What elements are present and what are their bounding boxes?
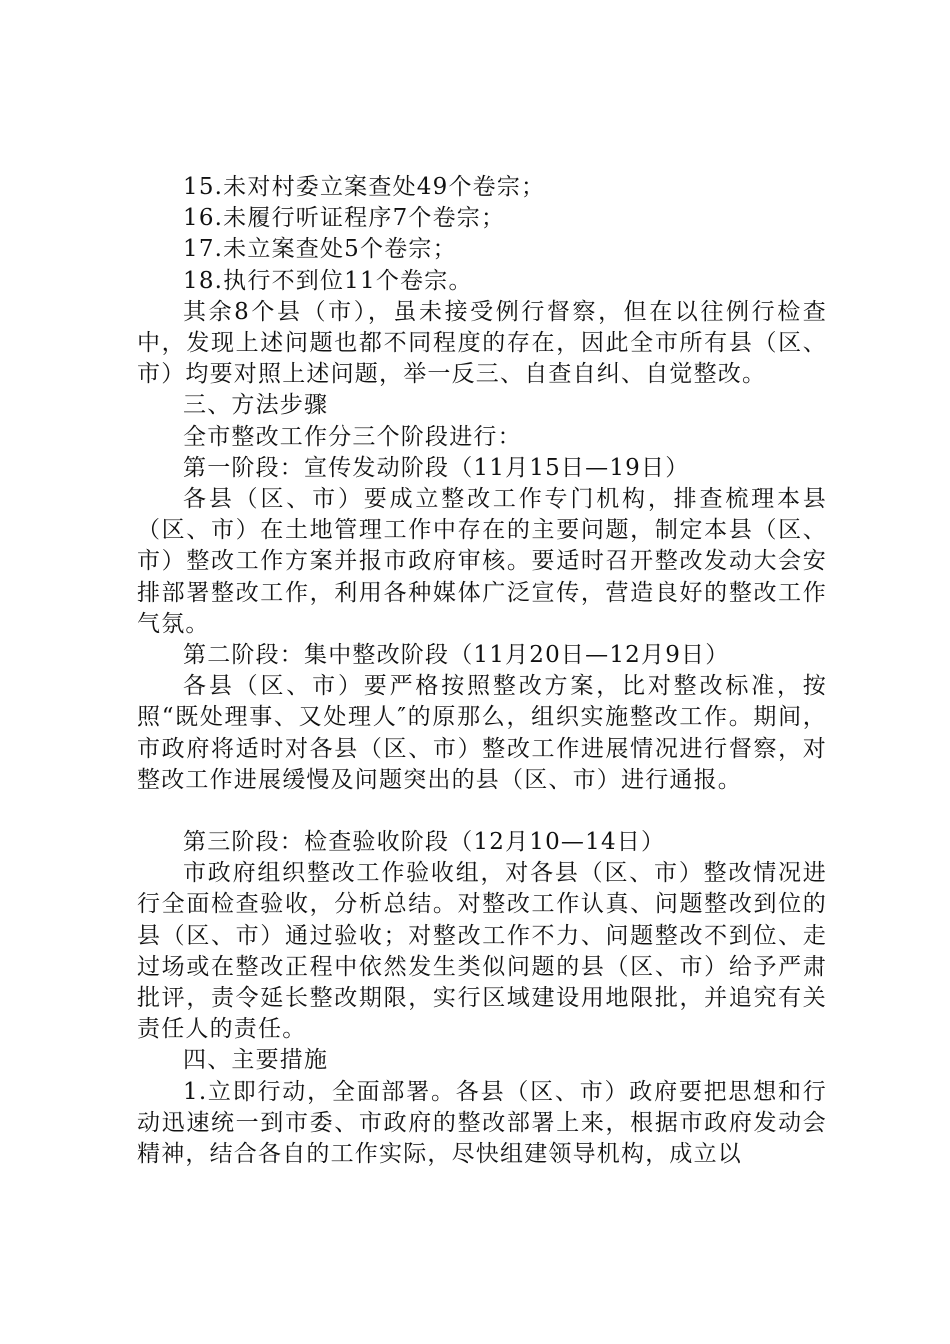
paragraph-remaining-counties: 其余8个县（市），虽未接受例行督察，但在以往例行检查中，发现上述问题也都不同程度的存在，因此全市所有县（区、市）均要对照上述问题，举一反三、自查自纠、自觉整改。 — [137, 298, 827, 388]
list-item-16: 16.未履行听证程序7个卷宗； — [183, 205, 506, 232]
stage-heading-first: 第一阶段：宣传发动阶段（11月15日—19日） — [183, 454, 690, 481]
list-item-15: 15.未对村委立案查处49个卷宗； — [183, 174, 546, 200]
stage-heading-second: 第二阶段：集中整改阶段（11月20日—12月9日） — [183, 642, 730, 669]
paragraph-three-stages: 全市整改工作分三个阶段进行： — [183, 423, 522, 450]
list-item-17: 17.未立案查处5个卷宗； — [183, 236, 457, 263]
paragraph-third-stage: 市政府组织整改工作验收组，对各县（区、市）整改情况进行全面检查验收，分析总结。对整改工作认真、问题整改到位的县（区、市）通过验收；对整改工作不力、问题整改不到位、走过场或在整改正程中依然发生类似问题的县（区、市）给予严肃批评，责令延长整改期限，实行区域建设用地限批，并追究有关责任人的责任。 — [137, 860, 827, 1043]
section-heading-methods: 三、方法步骤 — [183, 392, 329, 419]
paragraph-gap — [137, 796, 827, 827]
stage-heading-third: 第三阶段：检查验收阶段（12月10—14日） — [183, 829, 666, 856]
list-item-18: 18.执行不到位11个卷宗。 — [183, 267, 473, 294]
paragraph-measure-1: 1.立即行动，全面部署。各县（区、市）政府要把思想和行动迅速统一到市委、市政府的整改部署上来，根据市政府发动会精神，结合各自的工作实际，尽快组建领导机构，成立以 — [137, 1078, 827, 1168]
section-heading-measures: 四、主要措施 — [183, 1047, 329, 1074]
paragraph-first-stage: 各县（区、市）要成立整改工作专门机构，排查梳理本县（区、市）在土地管理工作中存在的主要问题，制定本县（区、市）整改工作方案并报市政府审核。要适时召开整改发动大会安排部署整改工作，利用各种媒体广泛宣传，营造良好的整改工作气氛。 — [137, 486, 827, 637]
document-body — [137, 172, 827, 1170]
paragraph-second-stage: 各县（区、市）要严格按照整改方案，比对整改标准，按照“既处理事、又处理人″的原那么，组织实施整改工作。期间，市政府将适时对各县（区、市）整改工作进展情况进行督察，对整改工作进展缓慢及问题突出的县（区、市）进行通报。 — [137, 673, 827, 793]
